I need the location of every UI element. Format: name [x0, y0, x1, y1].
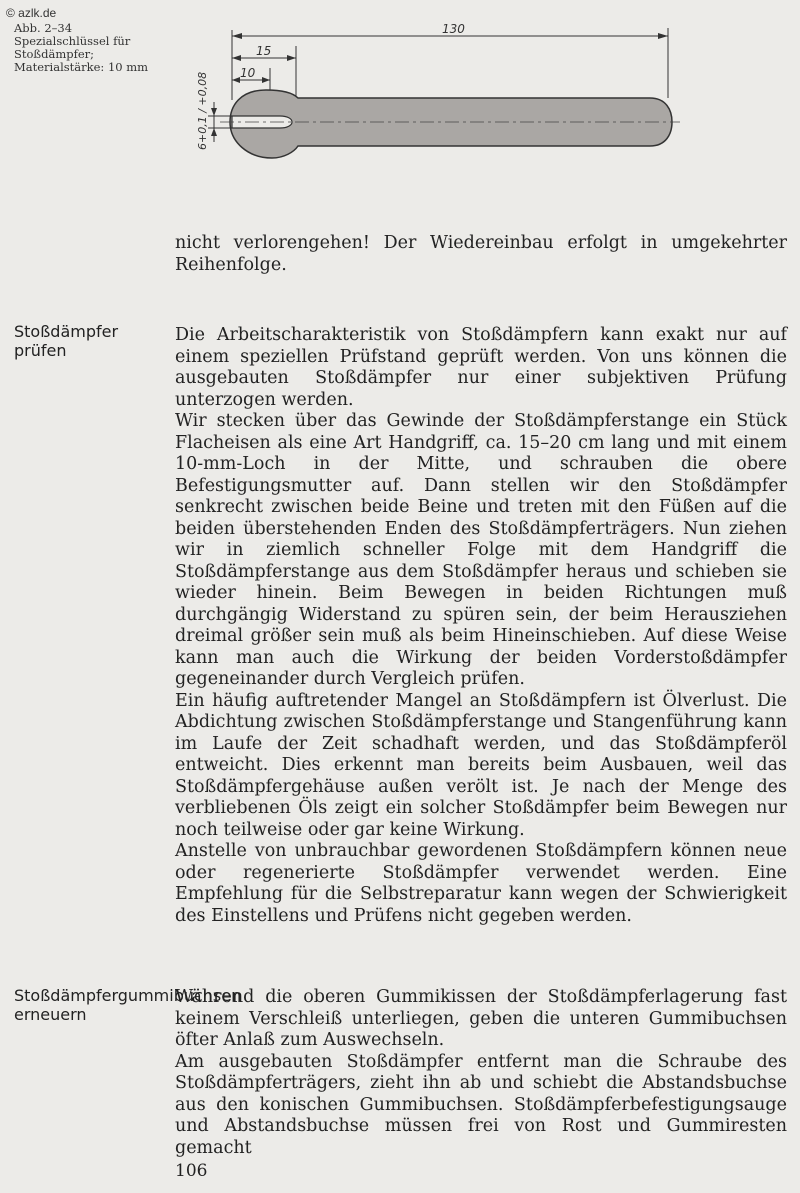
- dim-total-label: 130: [442, 22, 465, 36]
- watermark: © azlk.de: [6, 6, 57, 20]
- wrench-svg: [180, 18, 700, 178]
- paragraph: Ein häufig auftretender Mangel an Stoßdämpfern ist Ölverlust. Die Abdichtung zwischen Stoßdämpferstange und Stangenführung kann im Laufe der Zeit schadhaft werden, und das Stoßdämpferöl entweicht. Dies erkennt man bereits beim Ausbauen, weil das Stoßdämpfergehäuse außen verölt ist. Je nach der Menge des verbliebenen Öls zeigt ein solcher Stoßdämpfer beim Bewegen nur noch teilweise oder gar keine Wirkung.: [175, 690, 787, 840]
- intro-paragraph: nicht verlorengehen! Der Wiedereinbau erfolgt in umgekehrter Reihenfolge.: [175, 233, 787, 275]
- figure-wrench-drawing: [180, 18, 700, 178]
- paragraph: Anstelle von unbrauchbar gewordenen Stoßdämpfern können neue oder regenerierte Stoßdämpfer verwendet werden. Eine Empfehlung für die Selbstreparatur kann wegen der Schwierigkeit des Einstellens und Prüfens nicht gegeben werden.: [175, 841, 787, 926]
- section-body-gummibuchsen: [175, 987, 787, 1159]
- paragraph: Während die oberen Gummikissen der Stoßdämpferlagerung fast keinem Verschleiß unterliegen, geben die unteren Gummibuchsen öfter Anlaß zum Auswechseln.: [175, 987, 787, 1050]
- dim-10-label: 10: [240, 66, 256, 80]
- section-heading-gummibuchsen-erneuern: Stoßdämpfergummibuchsen erneuern: [14, 986, 242, 1024]
- section-body-pruefen: [175, 325, 787, 927]
- page-number: 106: [175, 1161, 208, 1181]
- paragraph: Am ausgebauten Stoßdämpfer entfernt man die Schraube des Stoßdämpferträgers, zieht ihn ab und schiebt die Abstandsbuchse aus den konischen Gummibuchsen. Stoßdämpferbefestigungsauge und Abstandsbuchse müssen frei von Rost und Gummiresten gemacht: [175, 1051, 787, 1158]
- paragraph: Die Arbeitscharakteristik von Stoßdämpfern kann exakt nur auf einem speziellen Prüfstand geprüft werden. Von uns können die ausgebauten Stoßdämpfer nur einer subjektiven Prüfung unterzogen werden.: [175, 325, 787, 410]
- figure-caption: [14, 22, 164, 74]
- wrench-shape: [230, 90, 672, 158]
- section-heading-stossdaempfer-pruefen: Stoßdämpfer prüfen: [14, 322, 119, 360]
- figure-caption-text: Abb. 2–34 Spezialschlüssel für Stoßdämpfer; Materialstärke: 10 mm: [14, 21, 149, 74]
- paragraph: Wir stecken über das Gewinde der Stoßdämpferstange ein Stück Flacheisen als eine Art Handgriff, ca. 15–20 cm lang und mit einem 10-mm-Loch in der Mitte, und schrauben die obere Befestigungsmutter auf. Dann stellen wir den Stoßdämpfer senkrecht zwischen beide Beine und treten mit den Füßen auf die beiden überstehenden Enden des Stoßdämpferträgers. Nun ziehen wir in ziemlich schneller Folge mit dem Handgriff die Stoßdämpferstange aus dem Stoßdämpfer heraus und schieben sie wieder hinein. Beim Bewegen in beiden Richtungen muß durchgängig Widerstand zu spüren sein, der beim Herausziehen dreimal größer sein muß als beim Hineinschieben. Auf diese Weise kann man auch die Wirkung der beiden Vorderstoßdämpfer gegeneinander durch Vergleich prüfen.: [175, 411, 787, 689]
- dim-15-label: 15: [256, 44, 272, 58]
- dim-tolerance-label: 6+0,1 / +0,08: [196, 71, 209, 150]
